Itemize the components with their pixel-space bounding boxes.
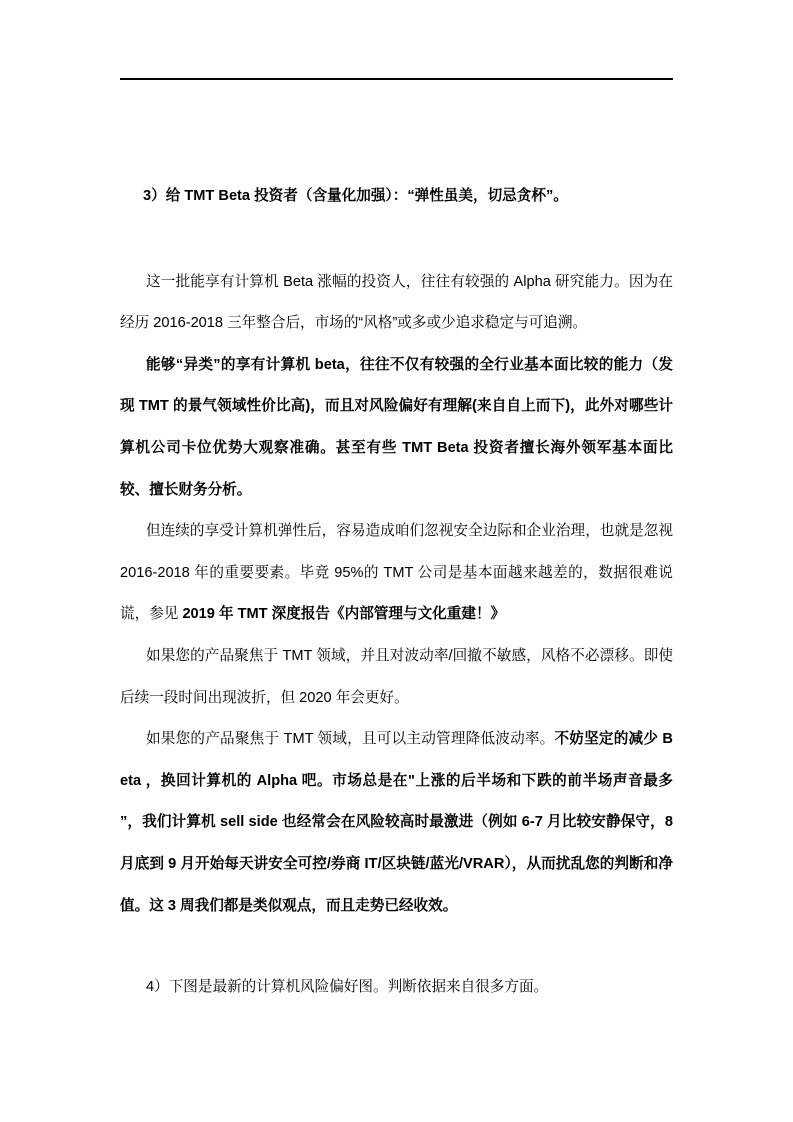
text-run: 如果您的产品聚焦于 TMT 领域，且可以主动管理降低波动率。 (146, 731, 555, 748)
section-heading (120, 176, 673, 218)
paragraph (120, 636, 673, 719)
paragraph (120, 967, 673, 1009)
text-run: 如果您的产品聚焦于 TMT 领域，并且对波动率/回撤不敏感，风格不必漂移。即使后续一段时间出现波折，但 2020 年会更好。 (120, 647, 673, 706)
paragraph (120, 262, 673, 345)
text-run: 不妨坚定的减少 Beta ，换回计算机的 Alpha 吧。市场总是在"上涨的后半场和下跌的前半场声音最多 ”，我们计算机 sell side 也经常会在风险较高时最激进（例如 6-7 月比较安静保守，8 月底到 9 月开始每天讲安全可控/券商 IT/区块链/蓝光/VRAR），从而扰乱您的判断和净值。这 3 周我们都是类似观点，而且走势已经收效。 (120, 731, 673, 914)
paragraph (120, 345, 673, 511)
paragraph (120, 719, 673, 927)
text-run: 4）下图是最新的计算机风险偏好图。判断依据来自很多方面。 (146, 979, 549, 996)
text-run: 这一批能享有计算机 Beta 涨幅的投资人，往往有较强的 Alpha 研究能力。因为在经历 2016-2018 三年整合后，市场的“风格”或多或少追求稳定与可追溯。 (120, 273, 673, 332)
text-run: 但连续的享受计算机弹性后，容易造成咱们忽视安全边际和企业治理，也就是忽视 2016-2018 年的重要要素。毕竟 95%的 TMT 公司是基本面越来越差的，数据很难说谎，参见 (120, 523, 673, 623)
header-rule (120, 78, 673, 80)
document-body (120, 176, 673, 1009)
text-run: 3）给 TMT Beta 投资者（含量化加强）：“弹性虽美，切忌贪杯”。 (143, 188, 568, 204)
text-run: 2019 年 TMT 深度报告《内部管理与文化重建！》 (182, 606, 506, 623)
paragraph (120, 511, 673, 636)
text-run: 能够“异类”的享有计算机 beta，往往不仅有较强的全行业基本面比较的能力（发现 TMT 的景气领域性价比高)，而且对风险偏好有理解(来自自上而下)，此外对哪些计算机公司卡位优势大观察准确。甚至有些 TMT Beta 投资者擅长海外领军基本面比较、擅长财务分析。 (120, 356, 673, 498)
